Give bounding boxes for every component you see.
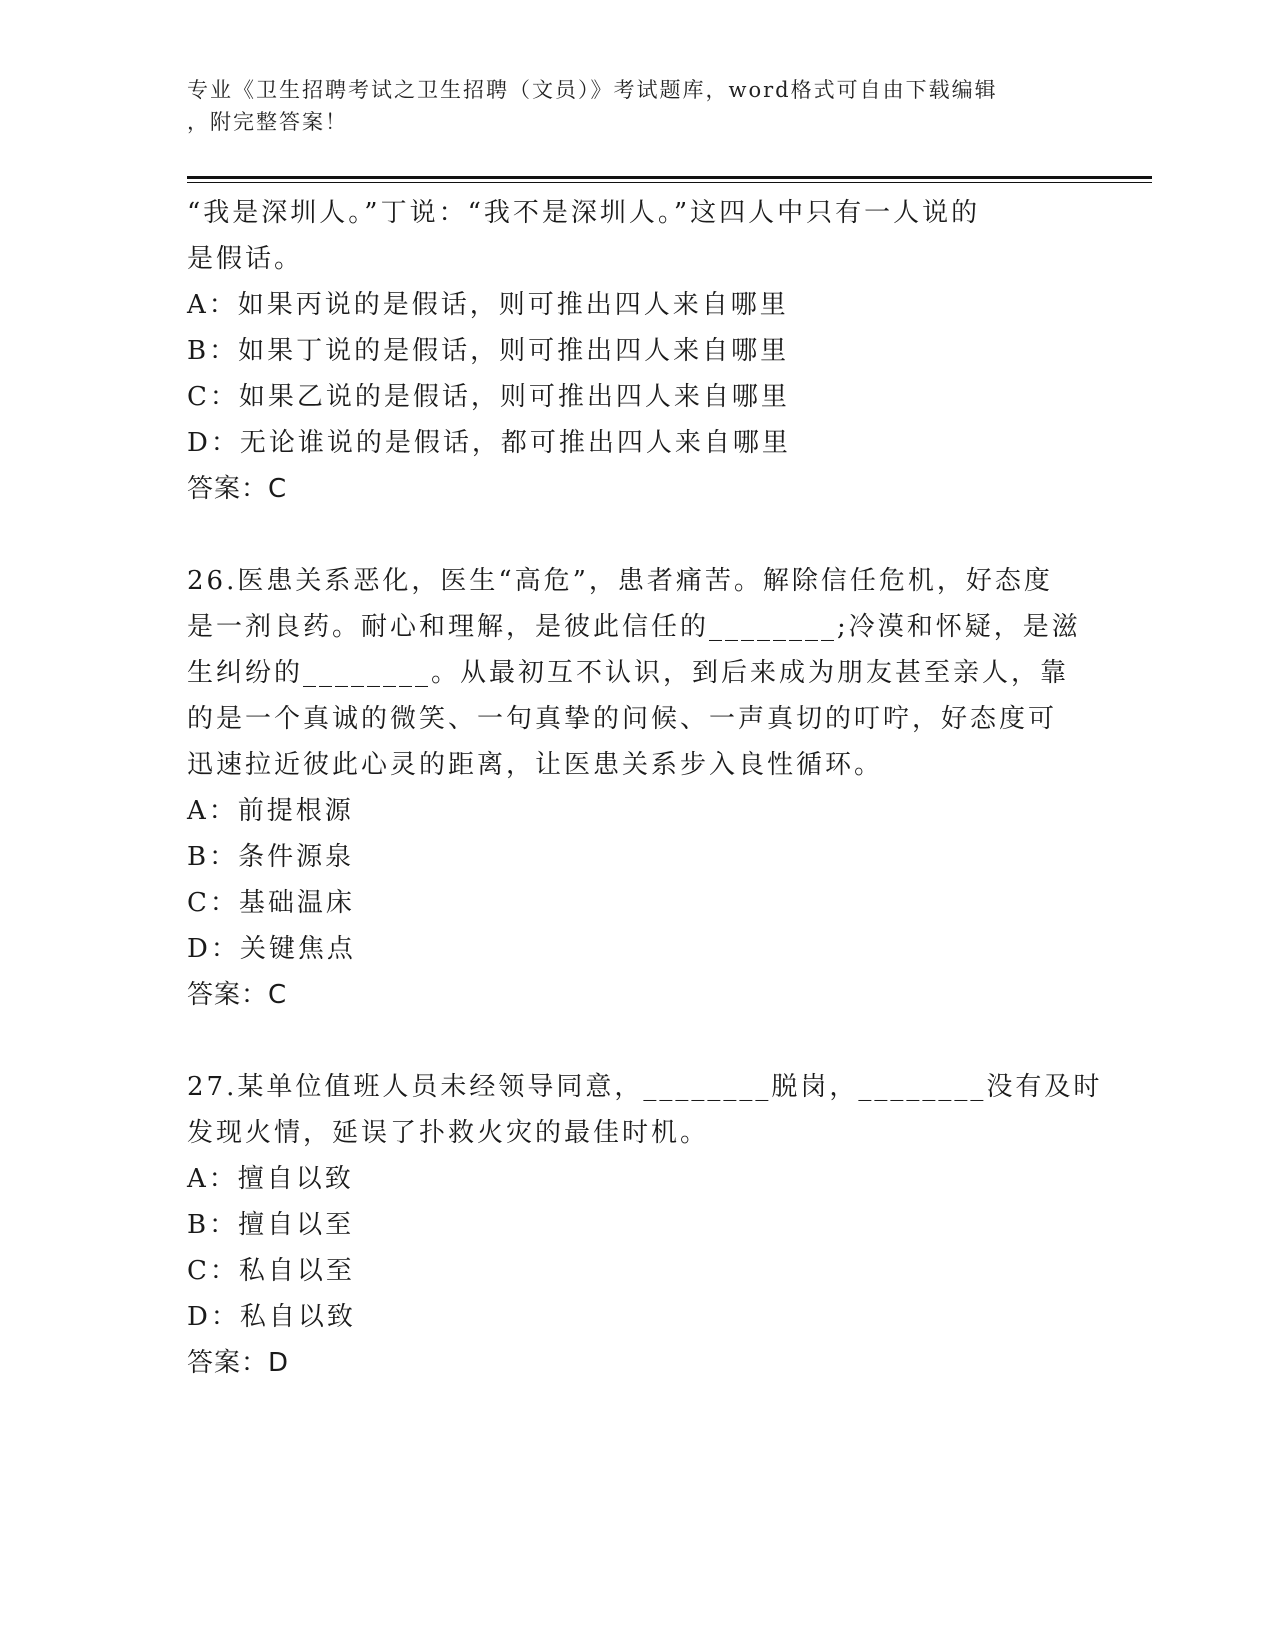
header-line-2: ，附完整答案！ bbox=[187, 110, 348, 134]
option-a: A：前提根源 bbox=[187, 796, 354, 826]
option-c: C：如果乙说的是假话，则可推出四人来自哪里 bbox=[187, 382, 790, 412]
question-content bbox=[187, 190, 1103, 1386]
option-a: A：擅自以致 bbox=[187, 1164, 354, 1194]
question-stem-line: 27.某单位值班人员未经领导同意，________脱岗，________没有及时 bbox=[187, 1072, 1103, 1102]
answer: 答案：C bbox=[187, 474, 288, 504]
answer: 答案：C bbox=[187, 980, 288, 1010]
option-b: B：条件源泉 bbox=[187, 842, 355, 872]
option-c: C：基础温床 bbox=[187, 888, 355, 918]
question-27 bbox=[187, 1064, 1103, 1386]
option-b: B：擅自以至 bbox=[187, 1210, 355, 1240]
option-c: C：私自以至 bbox=[187, 1256, 355, 1286]
question-stem-line: “我是深圳人。”丁说：“我不是深圳人。”这四人中只有一人说的 bbox=[187, 198, 981, 228]
question-stem-line: 是假话。 bbox=[187, 244, 304, 274]
option-b: B：如果丁说的是假话，则可推出四人来自哪里 bbox=[187, 336, 790, 366]
option-d: D：关键焦点 bbox=[187, 934, 356, 964]
option-d: D：私自以致 bbox=[187, 1302, 356, 1332]
header-divider-thick bbox=[187, 176, 1152, 179]
question-stem-line: 26.医患关系恶化，医生“高危”，患者痛苦。解除信任危机，好态度 bbox=[187, 566, 1053, 596]
answer: 答案：D bbox=[187, 1348, 290, 1378]
header-line-1: 专业《卫生招聘考试之卫生招聘（文员）》考试题库，word格式可自由下载编辑 bbox=[187, 78, 998, 102]
question-25 bbox=[187, 190, 1087, 512]
question-stem-line: 的是一个真诚的微笑、一句真挚的问候、一声真切的叮咛，好态度可 bbox=[187, 704, 1058, 734]
option-d: D：无论谁说的是假话，都可推出四人来自哪里 bbox=[187, 428, 791, 458]
header-divider-thin bbox=[187, 182, 1152, 183]
document-header bbox=[187, 74, 1067, 138]
question-26 bbox=[187, 558, 1087, 1018]
question-stem-line: 迅速拉近彼此心灵的距离，让医患关系步入良性循环。 bbox=[187, 750, 884, 780]
question-stem-line: 发现火情，延误了扑救火灾的最佳时机。 bbox=[187, 1118, 710, 1148]
question-spacer bbox=[187, 512, 1087, 558]
question-spacer bbox=[187, 1018, 1087, 1064]
question-stem-line: 生纠纷的________。从最初互不认识，到后来成为朋友甚至亲人，靠 bbox=[187, 658, 1070, 688]
question-stem-line: 是一剂良药。耐心和理解，是彼此信任的________;冷漠和怀疑，是滋 bbox=[187, 612, 1081, 642]
option-a: A：如果丙说的是假话，则可推出四人来自哪里 bbox=[187, 290, 789, 320]
